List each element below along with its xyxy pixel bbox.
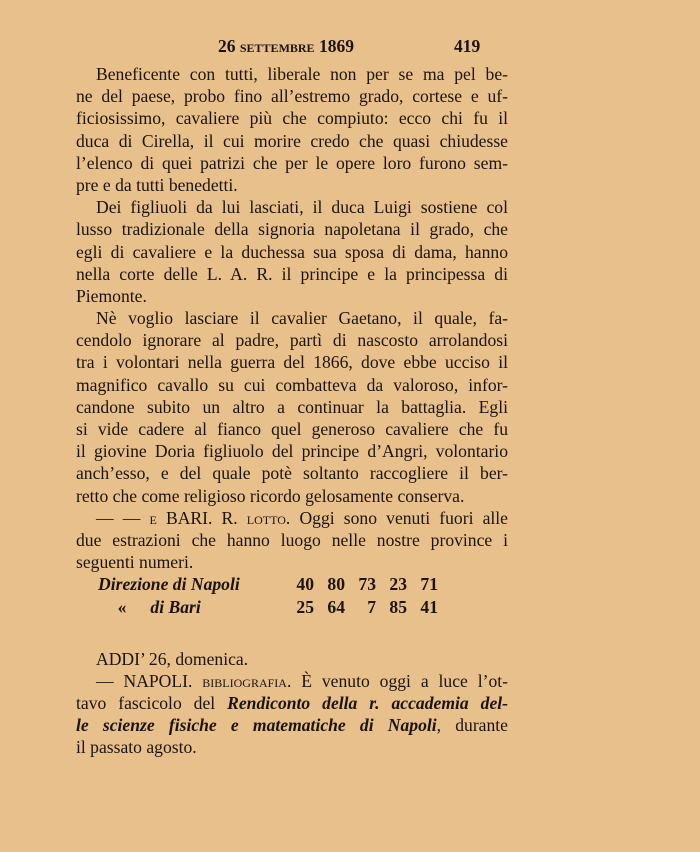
text-line: due estrazioni che hanno luogo nelle nostre province i	[76, 529, 508, 550]
text-line: Piemonte.	[76, 285, 147, 306]
lotto-lead-line: — — e BARI. R. lotto. Oggi sono venuti fuori alle	[96, 507, 508, 528]
text-line: lusso tradizionale della signoria napoletana il grado, che	[76, 219, 508, 240]
running-header-date: 26 settembre 1869	[218, 36, 354, 56]
text-line: l’elenco di quei patrizi che per le opere loro furono sem-	[76, 152, 508, 173]
lotto-row-label: Direzione di Napoli	[98, 574, 240, 595]
lotto-number: 23	[389, 574, 407, 595]
text-line: pre e da tutti benedetti.	[76, 174, 238, 195]
text-line: anch’esso, e del quale potè soltanto raccogliere il ber-	[76, 463, 508, 484]
page-body	[76, 63, 508, 759]
text-line: ficiosissimo, cavaliere più che compiuto: ecco chi fu il	[76, 108, 508, 129]
lotto-section	[76, 507, 508, 618]
section-spacer	[76, 618, 508, 648]
text-line: duca di Cirella, il cui morire credo che quasi chiudesse	[76, 130, 508, 151]
text-line: ne del paese, probo fino all’estremo grado, cortese e uf-	[76, 86, 508, 107]
date-heading: ADDI’ 26, domenica.	[96, 648, 249, 669]
lotto-row-napoli	[76, 573, 508, 595]
text-line: il passato agosto.	[76, 737, 197, 758]
lotto-number: 25	[296, 596, 314, 617]
lotto-number: 40	[296, 574, 314, 595]
publication-title: Rendiconto della r. accademia del-	[227, 693, 508, 714]
text-line: nella corte delle L. A. R. il principe e la principessa di	[76, 263, 508, 284]
lotto-number: 71	[420, 574, 438, 595]
text-line: retto che come religioso ricordo gelosamente conserva.	[76, 485, 465, 506]
lotto-number: 7	[367, 596, 376, 617]
lotto-number: 64	[327, 596, 345, 617]
lotto-number: 80	[327, 574, 345, 595]
lotto-row-bari	[76, 596, 508, 618]
text-line: il giovine Doria figliuolo del principe d’Angri, volontario	[76, 441, 508, 462]
text-line: tra i volontari nella guerra del 1866, dove ebbe ucciso il	[76, 352, 508, 373]
text-line: seguenti numeri.	[76, 552, 194, 573]
text-line: Beneficente con tutti, liberale non per se ma pel be-	[96, 64, 508, 84]
lotto-number: 73	[358, 574, 376, 595]
bibliografia-section	[76, 670, 508, 759]
text-line: egli di cavaliere e la duchessa sua sposa di dama, hanno	[76, 241, 508, 262]
publication-title: le scienze fisiche e matematiche di Napoli	[76, 715, 437, 736]
lotto-number: 41	[420, 596, 438, 617]
text-line: si vide cadere al fianco quel generoso cavaliere che fu	[76, 419, 508, 439]
text-line: — NAPOLI. bibliografia. È venuto oggi a luce l’ot-	[96, 670, 508, 691]
text-line: tavo fascicolo del Rendiconto della r. accademia del-	[76, 693, 508, 714]
article-paragraphs	[76, 63, 508, 507]
text-line: cendolo ignorare al padre, partì di nascosto arrolandosi	[76, 330, 508, 351]
lotto-row-label: « di Bari	[76, 596, 274, 618]
text-line: le scienze fisiche e matematiche di Napoli, durante	[76, 715, 508, 736]
text-line: Nè voglio lasciare il cavalier Gaetano, il quale, fa-	[96, 308, 508, 329]
ditto-mark: «	[117, 596, 127, 617]
text-line: candone subito un altro a continuar la battaglia. Egli	[76, 396, 508, 417]
text-line: Dei figliuoli da lui lasciati, il duca Luigi sostiene col	[96, 197, 508, 218]
page-number: 419	[454, 36, 481, 56]
lotto-number: 85	[389, 596, 407, 617]
text-line: magnifico cavallo su cui combatteva da valoroso, infor-	[76, 374, 508, 395]
